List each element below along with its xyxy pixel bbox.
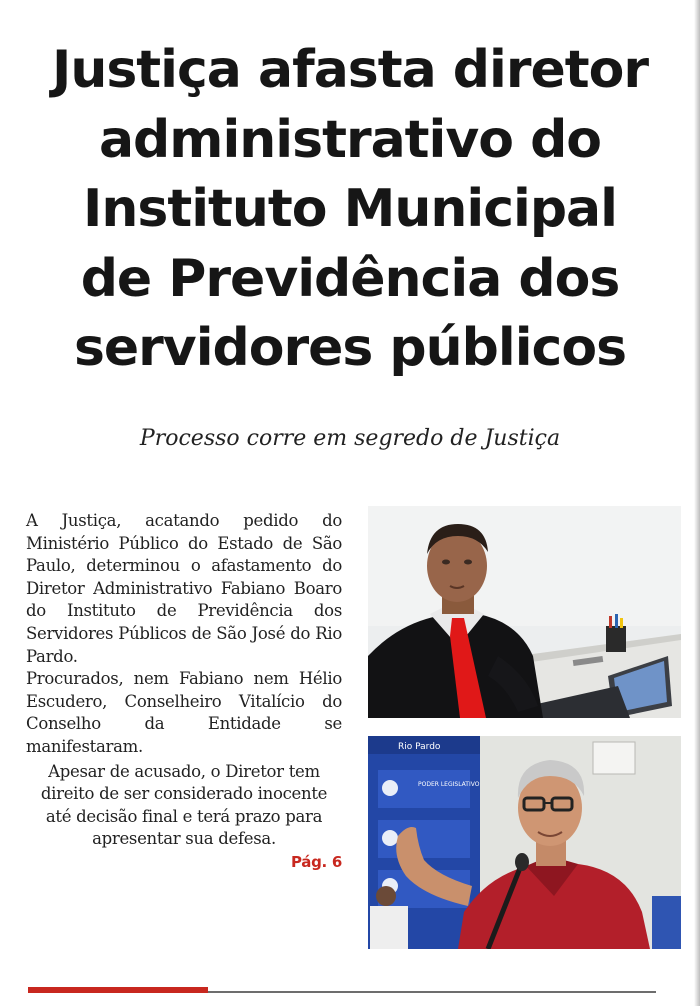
backdrop-text: Rio Pardo <box>398 742 441 752</box>
person-at-desk-illustration <box>368 506 681 718</box>
headline-line: Instituto Municipal <box>83 179 617 239</box>
page-reference-link[interactable]: Pág. 6 <box>290 852 342 871</box>
person-at-desk-photo <box>368 506 681 718</box>
page-reference-row <box>26 851 342 874</box>
page-edge <box>694 0 700 1006</box>
subheadline: Processo corre em segredo de Justiça <box>139 426 561 451</box>
body-paragraph: Procurados, nem Fabiano nem Hélio Escudero, Conselheiro Vitalício do Conselho da Entidade se manifestaram. <box>26 669 342 756</box>
man-at-microphone-photo <box>368 736 681 949</box>
body-paragraph: Apesar de acusado, o Diretor tem direito de ser considerado inocente até decisão final e terá prazo para apresentar sua defesa. <box>40 761 328 849</box>
headline-line: administrativo do <box>98 109 602 170</box>
headline <box>14 36 686 384</box>
headline-line: Justiça afasta diretor <box>51 40 648 100</box>
headline-line: servidores públicos <box>73 318 627 378</box>
screen-text: PODER LEGISLATIVO <box>418 781 480 788</box>
body-paragraph: A Justiça, acatando pedido do Ministério Público do Estado de São Paulo, determinou o afastamento do Diretor Administrativo Fabiano Boaro do Instituto de Previdência dos Servidores Públicos de São José do Rio Pardo. <box>26 511 342 666</box>
footer-accent-rule <box>28 987 208 993</box>
headline-line: de Previdência dos <box>80 248 620 309</box>
man-at-microphone-illustration <box>368 736 681 949</box>
article-body <box>26 510 342 874</box>
